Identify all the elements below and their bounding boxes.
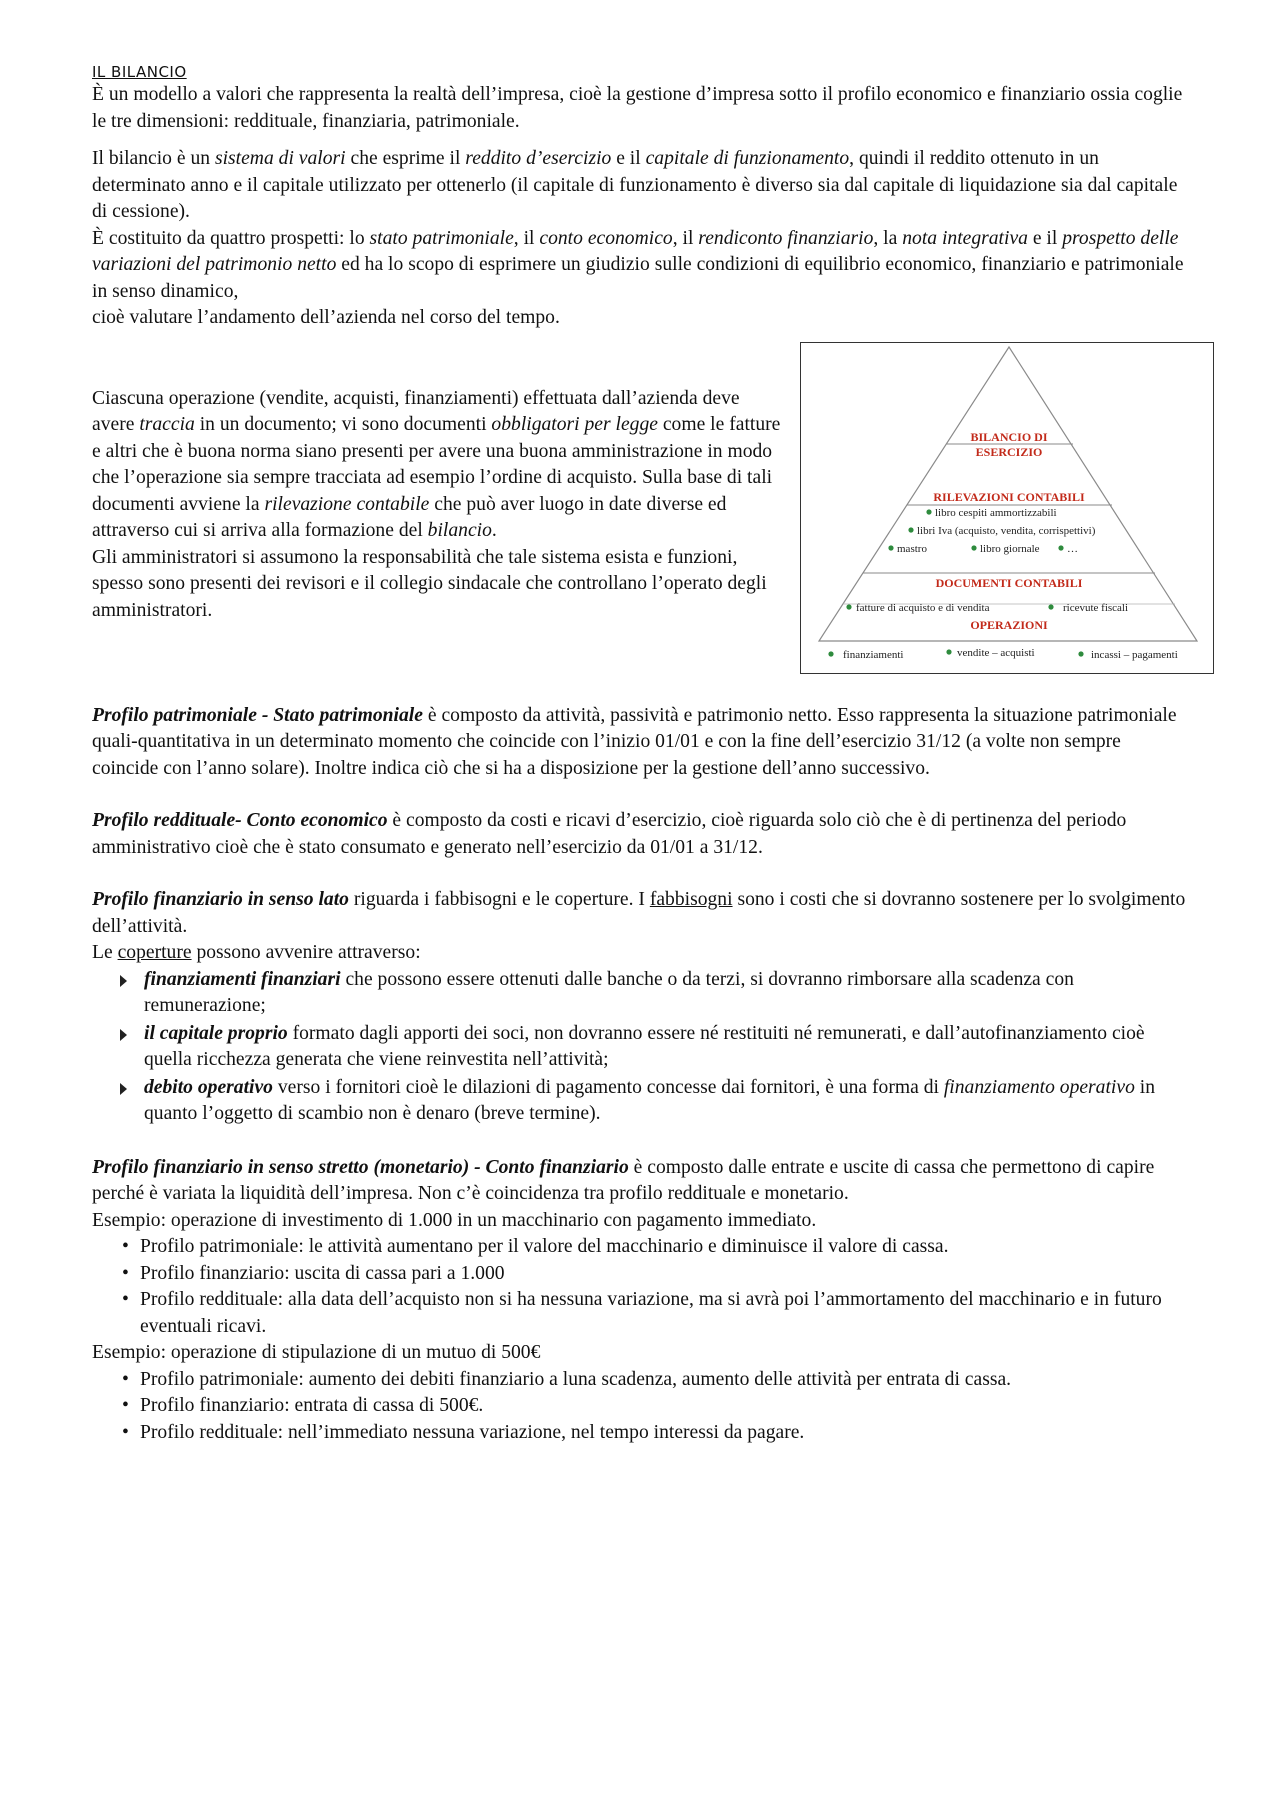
- finanziario-stretto-paragraph: [92, 1155, 1192, 1208]
- text-span: coperture: [117, 942, 192, 963]
- text-span: verso i fornitori cioè le dilazioni di pagamento concesse dai fornitori, è una forma di: [272, 1076, 944, 1098]
- bullet-icon: •: [122, 1395, 129, 1416]
- example-2-heading: Esempio: operazione di stipulazione di un mutuo di 500€: [92, 1342, 541, 1363]
- text-span: in quanto l’oggetto di scambio non è denaro (breve termine).: [144, 1076, 1156, 1124]
- pyramid-diagram: [800, 342, 1214, 674]
- text-span: .: [491, 520, 497, 541]
- text-span: è composto dalle entrate e uscite di cassa che permettono di capire perché è variata la liquidità dell’impresa. Non c’è coincidenza tra profilo reddituale e monetario.: [92, 1156, 1155, 1204]
- text-span: fabbisogni: [649, 889, 733, 910]
- level3-title: DOCUMENTI CONTABILI: [935, 575, 1083, 590]
- list-item: [122, 1367, 1192, 1394]
- text-span: Profilo patrimoniale: aumento dei debiti finanziario a luna scadenza, aumento delle attività per entrata di cassa.: [140, 1368, 1012, 1390]
- bullet-icon: [1058, 545, 1063, 550]
- text-span: finanziamenti finanziari: [144, 968, 341, 990]
- list-item: [120, 967, 1192, 1020]
- list-item: [120, 1021, 1192, 1074]
- coperture-list: [120, 967, 1192, 1128]
- arrow-bullet-icon: [120, 975, 127, 987]
- text-span: cioè valutare l’andamento dell’azienda nel corso del tempo.: [92, 307, 560, 328]
- text-span: Le: [92, 942, 118, 963]
- text-span: È costituito da quattro prospetti: lo: [92, 227, 370, 249]
- text-span: capitale di funzionamento: [645, 148, 850, 169]
- text-span: , quindi il reddito ottenuto in un determinato anno e il capitale utilizzato per ottenerlo (il capitale di funzionamento è diverso sia dal capitale di liquidazione sia dal capitale di cessione).: [92, 148, 1178, 222]
- text-span: il capitale proprio: [144, 1022, 288, 1044]
- documents-section: [92, 332, 1192, 662]
- list-item: [122, 1261, 1192, 1288]
- text-span: rilevazione contabile: [264, 493, 430, 515]
- text-span: possono avvenire attraverso:: [191, 942, 421, 963]
- bullet-icon: [926, 509, 931, 514]
- text-span: debito operativo: [144, 1076, 273, 1098]
- level4-item: vendite – acquisti: [957, 646, 1035, 659]
- text-span: reddito d’esercizio: [465, 148, 612, 169]
- text-span: in un documento; vi sono documenti: [194, 414, 492, 435]
- bullet-icon: [1078, 651, 1083, 656]
- text-span: nota integrativa: [902, 227, 1028, 249]
- text-span: Profilo patrimoniale - Stato patrimoniale: [92, 704, 423, 726]
- coperture-line: [92, 940, 1192, 967]
- bullet-icon: [971, 545, 976, 550]
- text-span: che esprime il: [345, 148, 466, 169]
- level3-item: ricevute fiscali: [1063, 601, 1129, 614]
- bullet-icon: •: [122, 1289, 129, 1310]
- list-item: [120, 1075, 1192, 1128]
- intro-paragraph-1: È un modello a valori che rappresenta la realtà dell’impresa, cioè la gestione d’impresa sotto il profilo economico e finanziario ossia coglie le tre dimensioni: reddituale, finanziaria, patrimoniale.: [92, 84, 1183, 132]
- intro-paragraph-3: [92, 226, 1192, 332]
- intro-paragraph-2: [92, 146, 1192, 226]
- text-span: Profilo reddituale: alla data dell’acquisto non si ha nessuna variazione, ma si avrà poi l’ammortamento del macchinario e in futuro eventuali ricavi.: [140, 1289, 1162, 1337]
- text-span: obbligatori per legge: [491, 414, 658, 435]
- text-span: riguarda i fabbisogni e le coperture. I: [348, 889, 650, 910]
- text-span: e il: [1027, 227, 1063, 249]
- level1-line1: BILANCIO DI: [970, 429, 1048, 444]
- document-title: IL BILANCIO: [92, 63, 187, 81]
- list-item: [122, 1234, 1192, 1261]
- example-1-list: [122, 1234, 1192, 1340]
- text-span: Profilo reddituale- Conto economico: [92, 810, 388, 831]
- level4-title: OPERAZIONI: [970, 617, 1048, 632]
- bullet-icon: •: [122, 1236, 129, 1257]
- text-span: sono i costi che si dovranno sostenere per lo svolgimento dell’attività.: [92, 889, 1186, 937]
- bullet-icon: [946, 649, 951, 654]
- list-item: [122, 1393, 1192, 1420]
- bullet-icon: •: [122, 1262, 129, 1284]
- bullet-icon: [908, 527, 913, 532]
- text-span: bilancio: [427, 520, 492, 541]
- documents-text: [92, 386, 782, 625]
- level2-title: RILEVAZIONI CONTABILI: [933, 489, 1085, 504]
- text-span: Ciascuna operazione (vendite, acquisti, finanziamenti) effettuata dall’azienda deve avere: [92, 387, 740, 435]
- text-span: stato patrimoniale: [369, 227, 514, 249]
- level2-item: libri Iva (acquisto, vendita, corrispettivi): [917, 524, 1096, 537]
- arrow-bullet-icon: [120, 1029, 127, 1041]
- text-span: Profilo finanziario: uscita di cassa pari a 1.000: [140, 1262, 505, 1284]
- arrow-bullet-icon: [120, 1083, 127, 1095]
- example-2-list: [122, 1367, 1192, 1447]
- example-1-heading: Esempio: operazione di investimento di 1.000 in un macchinario con pagamento immediato.: [92, 1209, 817, 1231]
- text-span: ed ha lo scopo di esprimere un giudizio sulle condizioni di equilibrio economico, finanziario e patrimoniale in senso dinamico,: [92, 254, 1184, 302]
- text-span: finanziamento operativo: [943, 1076, 1135, 1098]
- text-span: traccia: [139, 414, 195, 435]
- bullet-icon: [888, 545, 893, 550]
- document-page: [92, 62, 1192, 1446]
- text-span: formato dagli apporti dei soci, non dovranno essere né restituiti né remunerati, e dall’autofinanziamento cioè quella ricchezza generata che viene reinvestita nell’attività;: [144, 1022, 1145, 1070]
- text-span: Profilo finanziario: entrata di cassa di 500€.: [140, 1395, 484, 1416]
- documents-paragraph: [92, 386, 782, 545]
- level1-line2: ESERCIZIO: [975, 444, 1043, 459]
- text-span: Il bilancio è un: [92, 148, 215, 169]
- bullet-icon: [846, 604, 851, 609]
- text-span: Profilo patrimoniale: le attività aumentano per il valore del macchinario e diminuisce il valore di cassa.: [140, 1236, 949, 1257]
- patrimoniale-paragraph: [92, 703, 1192, 783]
- level4-item: incassi – pagamenti: [1091, 648, 1178, 661]
- text-span: , il: [672, 227, 699, 249]
- text-span: Profilo finanziario in senso stretto (monetario) - Conto finanziario: [92, 1156, 629, 1178]
- bullet-icon: [1048, 604, 1053, 609]
- text-span: Profilo reddituale: nell’immediato nessuna variazione, nel tempo interessi da pagare.: [140, 1421, 805, 1443]
- text-span: come le fatture e altri che è buona norma siano presenti per avere una buona amministrazione in modo che l’operazione sia sempre tracciata ad esempio l’ordine di acquisto. Sulla base di tali documenti avviene la: [92, 414, 781, 515]
- text-span: prospetto delle variazioni del patrimonio netto: [92, 227, 1179, 275]
- text-span: , la: [873, 227, 903, 249]
- pyramid-svg: [801, 343, 1213, 673]
- level3-item: fatture di acquisto e di vendita: [856, 601, 990, 614]
- text-span: rendiconto finanziario: [698, 227, 874, 249]
- level4-item: finanziamenti: [843, 648, 904, 661]
- text-span: e il: [611, 148, 646, 169]
- level2-item: …: [1067, 542, 1078, 555]
- text-span: che può aver luogo in date diverse ed attraverso cui si arriva alla formazione del: [92, 493, 727, 541]
- level2-item: libro giornale: [980, 542, 1040, 555]
- text-span: è composto da attività, passività e patrimonio netto. Esso rappresenta la situazione patrimoniale quali-quantitativa in un determinato momento che coincide con l’inizio 01/01 e con la fine dell’esercizio 31/12 (a volte non sempre coincide con l’anno solare). Inoltre indica ciò che si ha a disposizione per la gestione dell’anno successivo.: [92, 704, 1177, 779]
- level2-item: mastro: [897, 542, 927, 555]
- text-span: è composto da costi e ricavi d’esercizio, cioè riguarda solo ciò che è di pertinenza del periodo amministrativo cioè che è stato consumato e generato nell’esercizio da 01/01 a 31/12.: [92, 810, 1127, 858]
- text-span: Profilo finanziario in senso lato: [92, 889, 349, 910]
- bullet-icon: •: [122, 1368, 129, 1390]
- administrators-paragraph: Gli amministratori si assumono la responsabilità che tale sistema esista e funzioni, spesso sono presenti dei revisori e il collegio sindacale che controllano l’operato degli amministratori.: [92, 546, 767, 621]
- bullet-icon: •: [122, 1421, 129, 1443]
- text-span: , il: [513, 227, 540, 249]
- text-span: che possono essere ottenuti dalle banche o da terzi, si dovranno rimborsare alla scadenza con remunerazione;: [144, 968, 1074, 1016]
- bullet-icon: [828, 651, 833, 656]
- text-span: conto economico: [539, 227, 673, 249]
- reddituale-paragraph: [92, 808, 1192, 861]
- text-span: sistema di valori: [214, 148, 346, 169]
- list-item: [122, 1420, 1192, 1447]
- finanziario-lato-paragraph: [92, 887, 1192, 940]
- list-item: [122, 1287, 1192, 1340]
- level2-item: libro cespiti ammortizzabili: [935, 506, 1057, 519]
